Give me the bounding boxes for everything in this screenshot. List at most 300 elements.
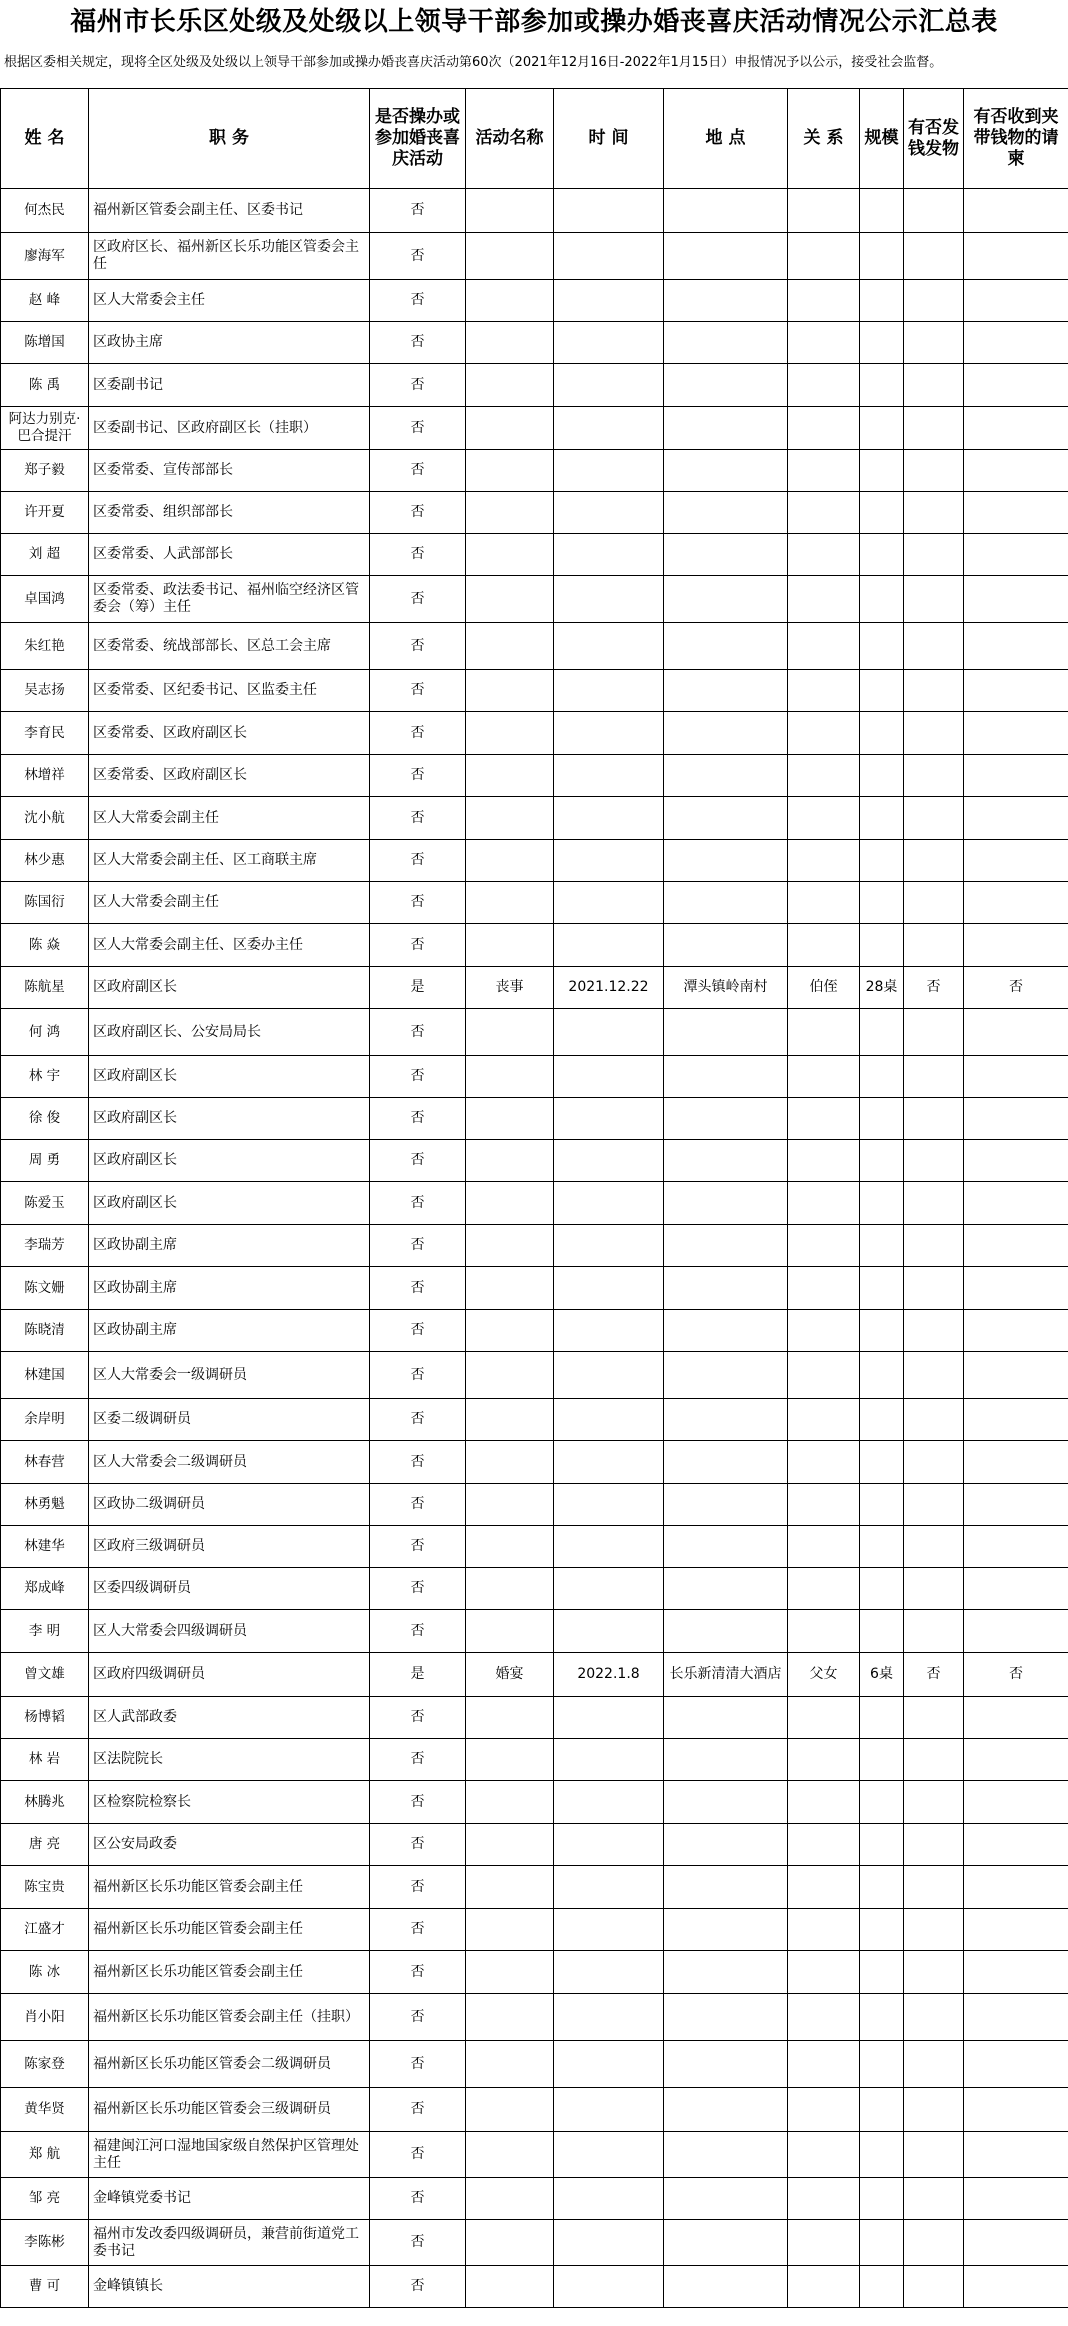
cell-relation: [788, 233, 860, 280]
cell-event: [466, 534, 554, 576]
cell-relation: 父女: [788, 1653, 860, 1697]
table-row: [1, 492, 1068, 534]
cell-hosted: 否: [370, 712, 466, 755]
cell-time: [554, 450, 664, 492]
cell-invites: [964, 1739, 1068, 1781]
cell-post: 区政府副区长: [89, 967, 370, 1009]
cell-invites: [964, 407, 1068, 450]
header-invites: 有否收到夹带钱物的请柬: [964, 89, 1068, 189]
cell-name: 邹 亮: [1, 2178, 89, 2220]
cell-relation: [788, 1441, 860, 1484]
cell-relation: [788, 1399, 860, 1441]
cell-name: 曹 可: [1, 2266, 89, 2308]
cell-time: [554, 924, 664, 967]
cell-post: 福州新区长乐功能区管委会副主任（挂职）: [89, 1994, 370, 2041]
cell-event: [466, 1441, 554, 1484]
cell-scale: [860, 2088, 904, 2132]
cell-name: 林增祥: [1, 755, 89, 797]
cell-scale: [860, 670, 904, 712]
table-row: [1, 2041, 1068, 2088]
cell-gifts: 否: [904, 1653, 964, 1697]
cell-gifts: [904, 623, 964, 670]
table-row: [1, 364, 1068, 407]
cell-relation: [788, 755, 860, 797]
cell-place: 潭头镇岭南村: [664, 967, 788, 1009]
cell-invites: [964, 1352, 1068, 1399]
cell-invites: [964, 670, 1068, 712]
cell-scale: [860, 1739, 904, 1781]
cell-place: [664, 450, 788, 492]
cell-post: 区委副书记: [89, 364, 370, 407]
cell-gifts: [904, 1056, 964, 1098]
cell-relation: [788, 670, 860, 712]
cell-place: [664, 189, 788, 233]
cell-event: [466, 1994, 554, 2041]
cell-place: 长乐新清清大酒店: [664, 1653, 788, 1697]
cell-relation: [788, 1182, 860, 1225]
cell-invites: [964, 364, 1068, 407]
cell-name: 沈小航: [1, 797, 89, 840]
cell-scale: [860, 2178, 904, 2220]
cell-time: [554, 1399, 664, 1441]
cell-place: [664, 492, 788, 534]
cell-place: [664, 1009, 788, 1056]
cell-post: 区政协主席: [89, 322, 370, 364]
cell-relation: [788, 189, 860, 233]
cell-scale: [860, 322, 904, 364]
cell-name: 黄华贤: [1, 2088, 89, 2132]
cell-time: [554, 576, 664, 623]
cell-post: 区人大常委会主任: [89, 280, 370, 322]
cell-post: 福州新区管委会副主任、区委书记: [89, 189, 370, 233]
cell-event: [466, 1267, 554, 1310]
cell-hosted: 否: [370, 407, 466, 450]
cell-post: 区委四级调研员: [89, 1568, 370, 1610]
cell-hosted: 是: [370, 1653, 466, 1697]
cell-event: [466, 797, 554, 840]
cell-name: 陈家登: [1, 2041, 89, 2088]
cell-post: 区委常委、人武部部长: [89, 534, 370, 576]
cell-relation: [788, 1909, 860, 1951]
cell-place: [664, 1310, 788, 1352]
cell-hosted: 否: [370, 534, 466, 576]
cell-event: [466, 450, 554, 492]
cell-hosted: 否: [370, 1140, 466, 1182]
cell-name: 林少惠: [1, 840, 89, 882]
cell-gifts: [904, 1484, 964, 1526]
table-row: [1, 1781, 1068, 1824]
table-row: [1, 1866, 1068, 1909]
cell-invites: [964, 1994, 1068, 2041]
cell-hosted: 否: [370, 280, 466, 322]
cell-invites: [964, 623, 1068, 670]
cell-event: [466, 1310, 554, 1352]
cell-scale: [860, 1781, 904, 1824]
cell-name: 陈 焱: [1, 924, 89, 967]
cell-post: 区人武部政委: [89, 1697, 370, 1739]
table-row: [1, 1225, 1068, 1267]
cell-time: [554, 712, 664, 755]
cell-event: [466, 1909, 554, 1951]
cell-gifts: [904, 1739, 964, 1781]
cell-gifts: [904, 1310, 964, 1352]
cell-post: 区政府副区长: [89, 1098, 370, 1140]
cell-gifts: [904, 1697, 964, 1739]
cell-gifts: [904, 280, 964, 322]
cell-scale: [860, 1267, 904, 1310]
cell-post: 区政府四级调研员: [89, 1653, 370, 1697]
table-row: [1, 1951, 1068, 1994]
cell-time: [554, 1781, 664, 1824]
cell-place: [664, 1568, 788, 1610]
table-row: [1, 1568, 1068, 1610]
table-row: [1, 1526, 1068, 1568]
table-body: [1, 189, 1068, 2308]
cell-hosted: 否: [370, 492, 466, 534]
cell-hosted: 否: [370, 189, 466, 233]
cell-place: [664, 1352, 788, 1399]
cell-place: [664, 1739, 788, 1781]
cell-place: [664, 1098, 788, 1140]
cell-relation: [788, 1310, 860, 1352]
header-place: 地 点: [664, 89, 788, 189]
cell-invites: [964, 1610, 1068, 1653]
cell-hosted: 否: [370, 1994, 466, 2041]
cell-relation: [788, 492, 860, 534]
cell-relation: [788, 1267, 860, 1310]
cell-relation: [788, 576, 860, 623]
cell-name: 许开夏: [1, 492, 89, 534]
cell-event: [466, 712, 554, 755]
cell-scale: [860, 712, 904, 755]
cell-place: [664, 1697, 788, 1739]
cell-name: 林 宇: [1, 1056, 89, 1098]
table-row: [1, 1653, 1068, 1697]
cell-gifts: [904, 1399, 964, 1441]
cell-scale: [860, 1697, 904, 1739]
cell-gifts: [904, 1267, 964, 1310]
cell-invites: [964, 1056, 1068, 1098]
cell-time: [554, 492, 664, 534]
cell-invites: [964, 1484, 1068, 1526]
cell-gifts: [904, 1994, 964, 2041]
cell-scale: [860, 450, 904, 492]
cell-name: 陈 冰: [1, 1951, 89, 1994]
cell-scale: [860, 1140, 904, 1182]
cell-hosted: 否: [370, 2266, 466, 2308]
cell-invites: [964, 322, 1068, 364]
table-row: [1, 967, 1068, 1009]
cell-post: 区政府副区长: [89, 1182, 370, 1225]
cell-relation: [788, 2266, 860, 2308]
cell-post: 区委副书记、区政府副区长（挂职）: [89, 407, 370, 450]
cell-invites: [964, 882, 1068, 924]
cell-gifts: [904, 1866, 964, 1909]
cell-post: 区人大常委会二级调研员: [89, 1441, 370, 1484]
cell-post: 区委常委、区政府副区长: [89, 755, 370, 797]
cell-relation: [788, 712, 860, 755]
cell-place: [664, 924, 788, 967]
cell-time: [554, 840, 664, 882]
cell-relation: [788, 2220, 860, 2266]
cell-place: [664, 280, 788, 322]
cell-gifts: [904, 1824, 964, 1866]
cell-gifts: [904, 2132, 964, 2178]
cell-relation: [788, 840, 860, 882]
cell-scale: [860, 797, 904, 840]
cell-hosted: 否: [370, 364, 466, 407]
cell-invites: [964, 1526, 1068, 1568]
cell-name: 李瑞芳: [1, 1225, 89, 1267]
cell-event: [466, 2041, 554, 2088]
cell-post: 福州新区长乐功能区管委会二级调研员: [89, 2041, 370, 2088]
cell-place: [664, 1182, 788, 1225]
table-row: [1, 2178, 1068, 2220]
cell-event: [466, 1697, 554, 1739]
cell-relation: [788, 1739, 860, 1781]
cell-event: 婚宴: [466, 1653, 554, 1697]
cell-post: 福州市发改委四级调研员，兼营前街道党工委书记: [89, 2220, 370, 2266]
cell-hosted: 否: [370, 1568, 466, 1610]
cell-invites: [964, 840, 1068, 882]
cell-place: [664, 623, 788, 670]
cell-invites: [964, 2220, 1068, 2266]
cell-relation: [788, 450, 860, 492]
cell-hosted: 否: [370, 2178, 466, 2220]
cell-gifts: [904, 2178, 964, 2220]
cell-event: [466, 1824, 554, 1866]
cell-scale: [860, 1310, 904, 1352]
cell-invites: [964, 1182, 1068, 1225]
cell-relation: [788, 1484, 860, 1526]
cell-relation: 伯侄: [788, 967, 860, 1009]
table-row: [1, 1009, 1068, 1056]
table-row: [1, 2088, 1068, 2132]
cell-name: 陈增国: [1, 322, 89, 364]
cell-place: [664, 1140, 788, 1182]
cell-place: [664, 2132, 788, 2178]
cell-hosted: 否: [370, 1310, 466, 1352]
cell-post: 区人大常委会一级调研员: [89, 1352, 370, 1399]
table-row: [1, 1824, 1068, 1866]
cell-gifts: [904, 755, 964, 797]
cell-gifts: [904, 2088, 964, 2132]
cell-event: [466, 840, 554, 882]
cell-hosted: 是: [370, 967, 466, 1009]
cell-gifts: [904, 712, 964, 755]
table-row: [1, 450, 1068, 492]
cell-hosted: 否: [370, 1909, 466, 1951]
cell-time: [554, 1824, 664, 1866]
cell-time: [554, 1182, 664, 1225]
cell-hosted: 否: [370, 1267, 466, 1310]
cell-place: [664, 407, 788, 450]
cell-time: [554, 322, 664, 364]
cell-place: [664, 670, 788, 712]
cell-invites: [964, 797, 1068, 840]
cell-relation: [788, 1994, 860, 2041]
cell-relation: [788, 1009, 860, 1056]
cell-event: [466, 882, 554, 924]
cell-name: 廖海军: [1, 233, 89, 280]
cell-name: 陈爱玉: [1, 1182, 89, 1225]
cell-gifts: [904, 1009, 964, 1056]
cell-post: 区政协副主席: [89, 1225, 370, 1267]
cell-name: 周 勇: [1, 1140, 89, 1182]
cell-post: 区人大常委会副主任、区工商联主席: [89, 840, 370, 882]
cell-hosted: 否: [370, 1697, 466, 1739]
cell-hosted: 否: [370, 233, 466, 280]
cell-time: [554, 2266, 664, 2308]
cell-name: 阿达力别克·巴合提汗: [1, 407, 89, 450]
cell-relation: [788, 623, 860, 670]
cell-time: [554, 1909, 664, 1951]
cell-place: [664, 1526, 788, 1568]
cell-event: [466, 755, 554, 797]
cell-hosted: 否: [370, 1009, 466, 1056]
cell-event: [466, 2220, 554, 2266]
cell-name: 李育民: [1, 712, 89, 755]
cell-event: [466, 670, 554, 712]
cell-invites: [964, 2132, 1068, 2178]
cell-invites: [964, 1866, 1068, 1909]
cell-relation: [788, 407, 860, 450]
cell-event: 丧事: [466, 967, 554, 1009]
cell-invites: [964, 189, 1068, 233]
cell-gifts: [904, 1098, 964, 1140]
table-row: [1, 407, 1068, 450]
cell-relation: [788, 1781, 860, 1824]
cell-place: [664, 2088, 788, 2132]
cell-place: [664, 1994, 788, 2041]
cell-invites: 否: [964, 1653, 1068, 1697]
cell-name: 卓国鸿: [1, 576, 89, 623]
cell-hosted: 否: [370, 1441, 466, 1484]
cell-name: 徐 俊: [1, 1098, 89, 1140]
header-hosted: 是否操办或参加婚丧喜庆活动: [370, 89, 466, 189]
cell-invites: [964, 450, 1068, 492]
table-row: [1, 2266, 1068, 2308]
table-row: [1, 755, 1068, 797]
cell-scale: [860, 1994, 904, 2041]
cell-scale: [860, 840, 904, 882]
cell-scale: [860, 280, 904, 322]
cell-hosted: 否: [370, 1352, 466, 1399]
cell-place: [664, 882, 788, 924]
cell-name: 曾文雄: [1, 1653, 89, 1697]
cell-event: [466, 1352, 554, 1399]
cell-post: 区政府区长、福州新区长乐功能区管委会主任: [89, 233, 370, 280]
cell-gifts: [904, 534, 964, 576]
cell-post: 区政府副区长: [89, 1140, 370, 1182]
cell-gifts: [904, 189, 964, 233]
cell-scale: [860, 1909, 904, 1951]
cell-post: 区政协二级调研员: [89, 1484, 370, 1526]
cell-post: 区委常委、区纪委书记、区监委主任: [89, 670, 370, 712]
cell-gifts: [904, 576, 964, 623]
cell-hosted: 否: [370, 882, 466, 924]
cell-event: [466, 623, 554, 670]
cell-invites: [964, 2041, 1068, 2088]
cell-invites: [964, 1909, 1068, 1951]
cell-event: [466, 233, 554, 280]
table-row: [1, 623, 1068, 670]
cell-invites: [964, 280, 1068, 322]
cell-gifts: [904, 1140, 964, 1182]
cell-name: 林腾兆: [1, 1781, 89, 1824]
cell-hosted: 否: [370, 2041, 466, 2088]
table-row: [1, 797, 1068, 840]
table-row: [1, 1352, 1068, 1399]
cell-post: 金峰镇党委书记: [89, 2178, 370, 2220]
cell-name: 肖小阳: [1, 1994, 89, 2041]
header-name: 姓 名: [1, 89, 89, 189]
cell-time: [554, 1441, 664, 1484]
table-row: [1, 1610, 1068, 1653]
table-row: [1, 1267, 1068, 1310]
cell-time: [554, 1009, 664, 1056]
cell-scale: [860, 1951, 904, 1994]
cell-name: 郑 航: [1, 2132, 89, 2178]
cell-event: [466, 2132, 554, 2178]
cell-scale: [860, 407, 904, 450]
cell-time: [554, 1225, 664, 1267]
cell-name: 吴志扬: [1, 670, 89, 712]
cell-hosted: 否: [370, 1182, 466, 1225]
cell-event: [466, 1140, 554, 1182]
cell-scale: [860, 882, 904, 924]
cell-hosted: 否: [370, 924, 466, 967]
cell-invites: [964, 1399, 1068, 1441]
cell-event: [466, 1568, 554, 1610]
cell-time: [554, 280, 664, 322]
table-row: [1, 322, 1068, 364]
cell-relation: [788, 1568, 860, 1610]
cell-scale: [860, 1399, 904, 1441]
cell-invites: [964, 233, 1068, 280]
table-row: [1, 1909, 1068, 1951]
cell-post: 区政协副主席: [89, 1310, 370, 1352]
cell-time: [554, 1484, 664, 1526]
cell-gifts: [904, 1225, 964, 1267]
cell-event: [466, 1056, 554, 1098]
cell-post: 区人大常委会副主任: [89, 797, 370, 840]
cell-scale: [860, 1610, 904, 1653]
table-header-row: [1, 89, 1068, 189]
cell-hosted: 否: [370, 1098, 466, 1140]
cell-name: 陈文姗: [1, 1267, 89, 1310]
cell-time: [554, 1610, 664, 1653]
cell-gifts: [904, 1568, 964, 1610]
cell-place: [664, 1951, 788, 1994]
cell-relation: [788, 1824, 860, 1866]
cell-place: [664, 2220, 788, 2266]
cell-name: 杨博韬: [1, 1697, 89, 1739]
cell-place: [664, 364, 788, 407]
cell-time: [554, 2088, 664, 2132]
cell-name: 赵 峰: [1, 280, 89, 322]
cell-scale: [860, 924, 904, 967]
cell-scale: 6桌: [860, 1653, 904, 1697]
cell-hosted: 否: [370, 1610, 466, 1653]
cell-name: 刘 超: [1, 534, 89, 576]
cell-name: 陈宝贵: [1, 1866, 89, 1909]
cell-post: 区检察院检察长: [89, 1781, 370, 1824]
cell-time: [554, 1310, 664, 1352]
table-row: [1, 1399, 1068, 1441]
cell-gifts: [904, 1526, 964, 1568]
cell-event: [466, 2088, 554, 2132]
